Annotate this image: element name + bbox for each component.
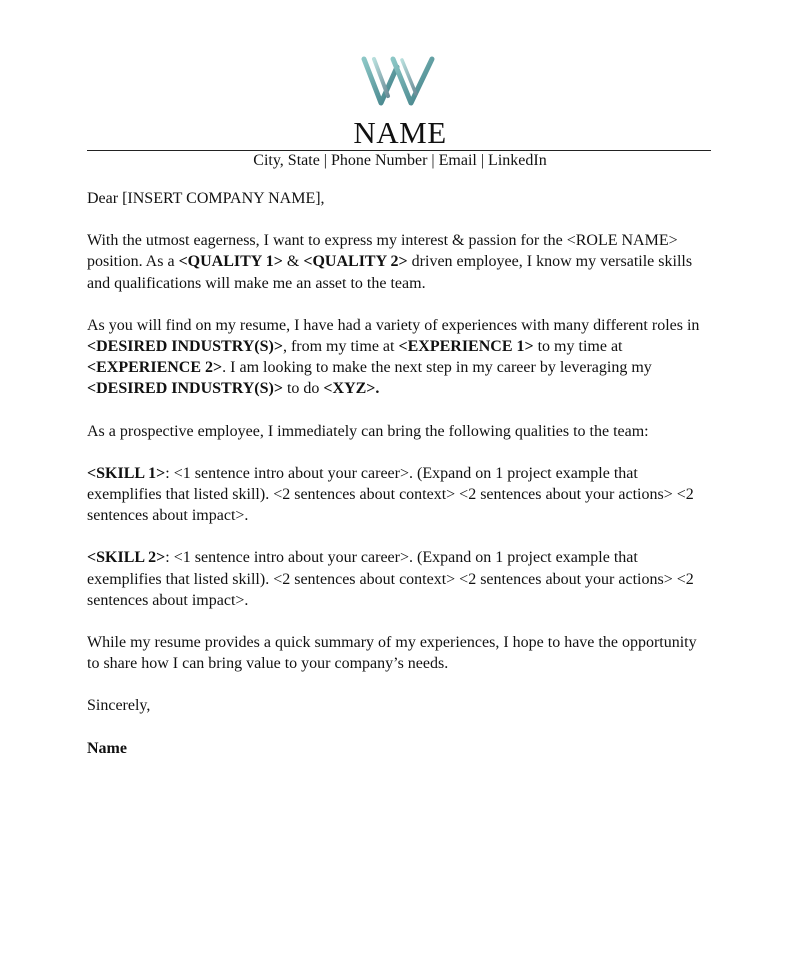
text-segment: to do [282, 380, 324, 398]
xyz-placeholder: <XYZ>. [323, 380, 380, 398]
signature-name-text: Name [87, 739, 127, 757]
experience-1-placeholder: <EXPERIENCE 1> [398, 338, 534, 356]
greeting: Dear [INSERT COMPANY NAME], [87, 190, 325, 207]
contact-info-line: City, State | Phone Number | Email | LinkedIn [253, 152, 547, 169]
text-segment: As you will find on my resume, I have had a variety of experiences with many different roles in [87, 316, 700, 334]
skill-2-text: : <1 sentence intro about your career>. (Expand on 1 project example that exemplifies that listed skill). <2 sentences about context> <2 sentences about your actions> <2 sentences about impact>. [87, 549, 694, 609]
paragraph-skill-1 [87, 463, 713, 527]
experience-2-placeholder: <EXPERIENCE 2> [87, 359, 223, 377]
industry-placeholder: <DESIRED INDUSTRY(S)> [87, 338, 283, 356]
paragraph-intro [87, 230, 713, 294]
applicant-name-heading: NAME [353, 115, 447, 150]
text-segment: & [282, 253, 304, 271]
skill-2-label: <SKILL 2> [87, 549, 166, 567]
text-segment: . I am looking to make the next step in my career by leveraging my [222, 359, 652, 377]
text-segment: With the utmost eagerness, I want to express my interest & passion for the <ROLE NAME> position. As a [87, 232, 678, 271]
quality-2-placeholder: <QUALITY 2> [303, 253, 408, 271]
skill-1-label: <SKILL 1> [87, 464, 166, 482]
paragraph-qualities: As a prospective employee, I immediately can bring the following qualities to the team: [87, 422, 649, 440]
paragraph-skill-2 [87, 547, 713, 611]
text-segment: driven employee, I know my versatile skills and qualifications will make me an asset to the team. [87, 253, 693, 292]
skill-1-text: : <1 sentence intro about your career>. (Expand on 1 project example that exemplifies that listed skill). <2 sentences about context> <2 sentences about your actions> <2 sentences about impact>. [87, 464, 694, 525]
paragraph-closing-remarks: While my resume provides a quick summary of my experiences, I hope to have the opportunity to share how I can bring value to your company’s needs. [87, 634, 697, 673]
letter-body [87, 188, 713, 780]
paragraph-experience [87, 315, 713, 400]
industry-placeholder: <DESIRED INDUSTRY(S)> [87, 380, 283, 398]
text-segment: , from my time at [282, 338, 399, 356]
signature-name [87, 738, 713, 759]
w-monogram-logo-icon [360, 54, 436, 108]
closing-salutation: Sincerely, [87, 697, 151, 715]
quality-1-placeholder: <QUALITY 1> [178, 253, 283, 271]
text-segment: to my time at [533, 338, 623, 356]
